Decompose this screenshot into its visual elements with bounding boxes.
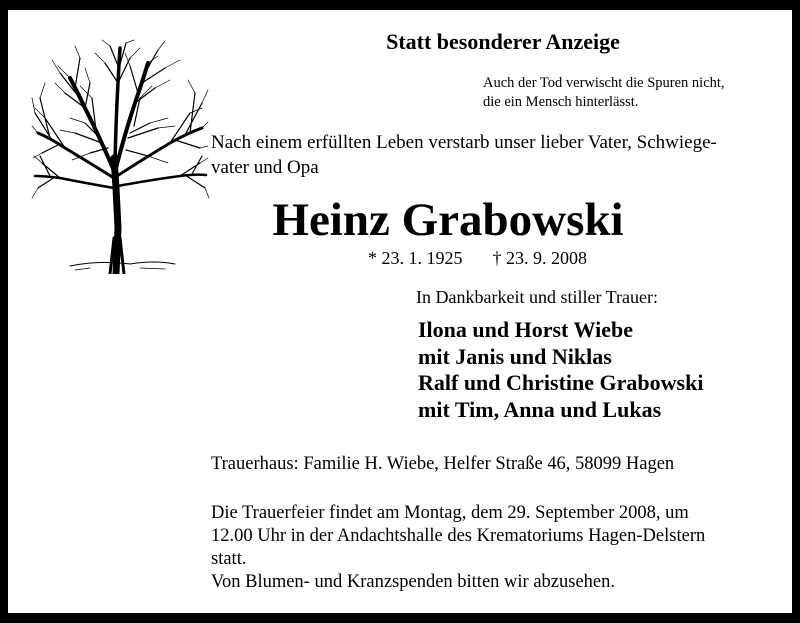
intro-text — [211, 130, 771, 180]
motto-line: die ein Mensch hinterlässt. — [483, 94, 639, 110]
family-line: mit Janis und Niklas — [418, 343, 612, 369]
motto-quote — [483, 74, 783, 112]
notice-heading: Statt besonderer Anzeige — [386, 29, 620, 54]
family-line: mit Tim, Anna und Lukas — [418, 396, 662, 422]
ceremony-line: Die Trauerfeier findet am Montag, dem 29. September 2008, um — [211, 503, 689, 523]
motto-line: Auch der Tod verwischt die Spuren nicht, — [483, 75, 725, 91]
intro-line: vater und Opa — [211, 157, 319, 178]
birth-date: * 23. 1. 1925 — [368, 248, 463, 268]
mourning-house-address: Trauerhaus: Familie H. Wiebe, Helfer Straße 46, 58099 Hagen — [211, 454, 675, 474]
family-list — [418, 317, 788, 423]
ceremony-line: Von Blumen- und Kranzspenden bitten wir abzusehen. — [211, 572, 615, 592]
intro-line: Nach einem erfüllten Leben verstarb unser lieber Vater, Schwiege- — [211, 132, 717, 153]
obituary-notice — [8, 10, 792, 613]
death-date: † 23. 9. 2008 — [492, 248, 587, 268]
ceremony-info — [211, 502, 781, 594]
ceremony-line: 12.00 Uhr in der Andachtshalle des Krematoriums Hagen-Delstern — [211, 526, 706, 546]
deceased-name: Heinz Grabowski — [272, 194, 624, 246]
life-dates — [368, 246, 668, 270]
mourning-line: In Dankbarkeit und stiller Trauer: — [416, 287, 658, 307]
bare-tree-icon — [30, 38, 210, 274]
ceremony-line: statt. — [211, 549, 247, 569]
family-line: Ilona und Horst Wiebe — [418, 317, 633, 342]
family-line: Ralf und Christine Grabowski — [418, 370, 704, 395]
